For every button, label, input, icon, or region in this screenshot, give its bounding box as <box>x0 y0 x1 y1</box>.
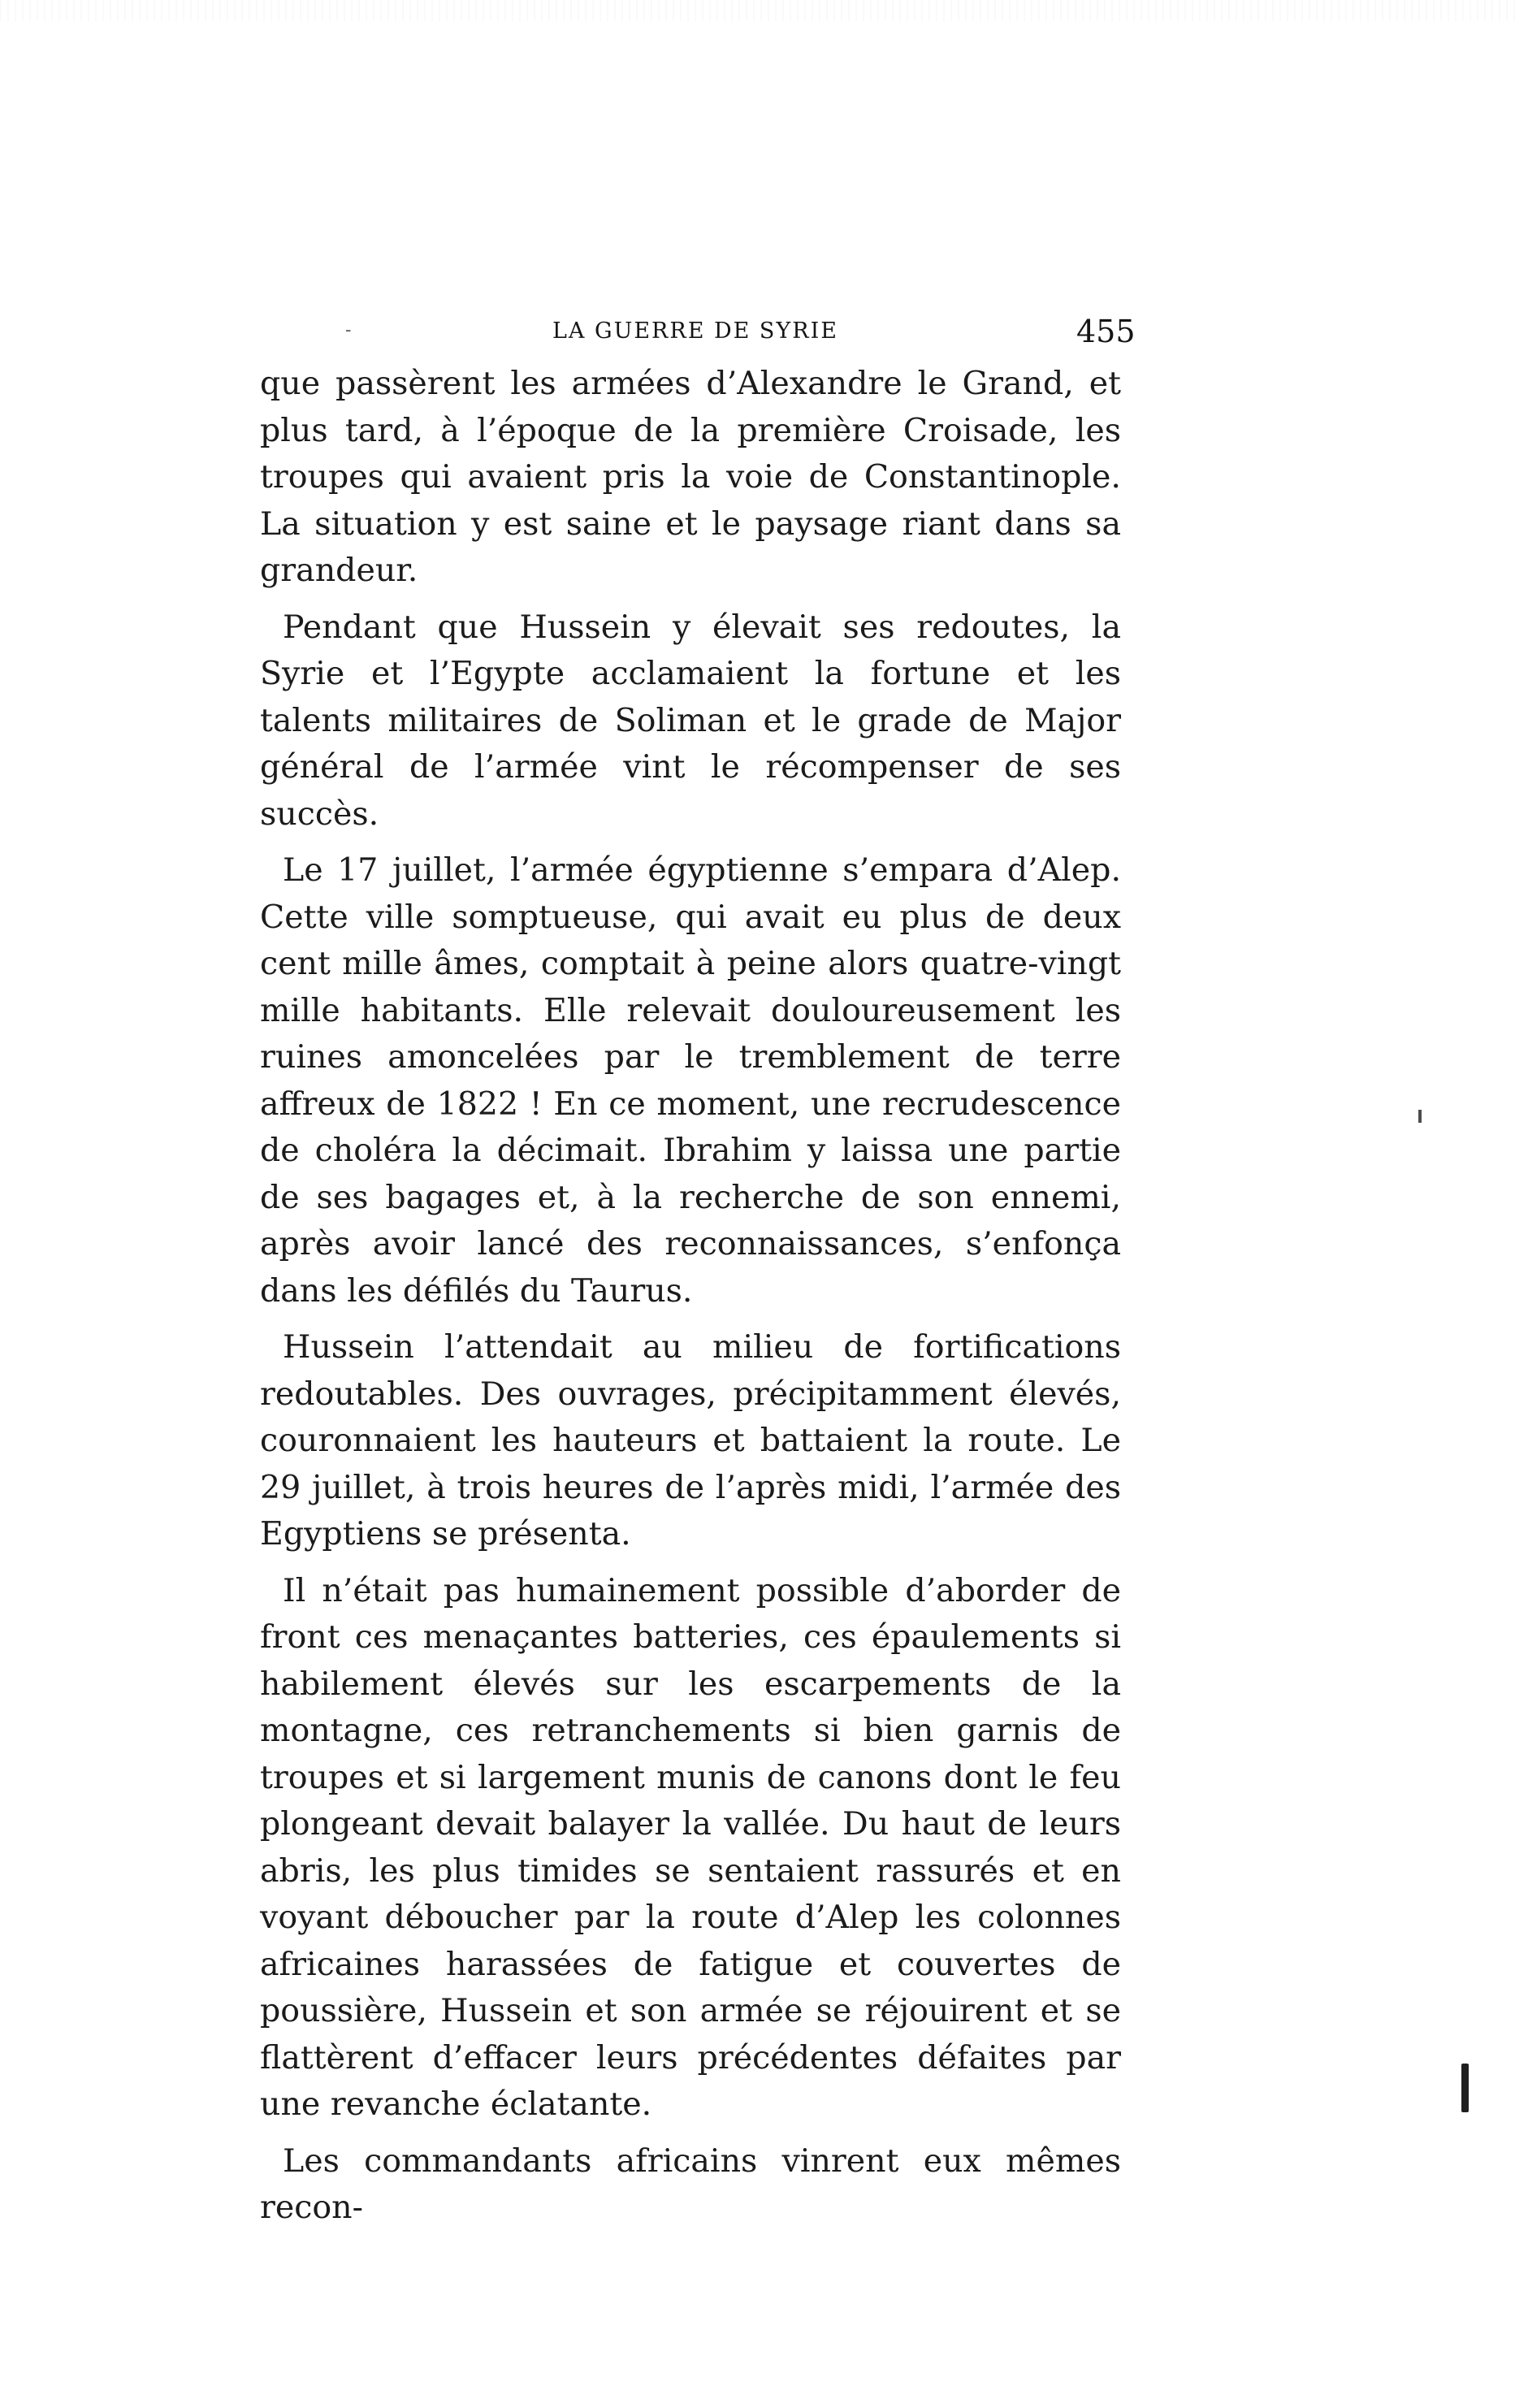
paragraph-6: Les commandants africains vinrent eux mêmes recon- <box>260 2142 1121 2226</box>
scan-mark <box>1418 1110 1422 1123</box>
running-header <box>345 314 1158 354</box>
header-mark: - <box>345 320 352 340</box>
body-text <box>260 361 1121 2241</box>
paragraph-5: Il n’était pas humainement possible d’aborder de front ces menaçantes batteries, ces épaulements si habilement élevés sur les escarpements de la montagne, ces retranchements si bien garnis de troupes et si largement munis de canons dont le feu plongeant devait balayer la vallée. Du haut de leurs abris, les plus timides se sentaient rassurés et en voyant déboucher par la route d’Alep les colonnes africaines harassées de fatigue et couvertes de poussière, Hussein et son armée se réjouirent et se flattèrent d’effacer leurs précédentes défaites par une revanche éclatante. <box>260 1571 1121 2123</box>
paragraph-2: Pendant que Hussein y élevait ses redoutes, la Syrie et l’Egypte acclamaient la fortune et les talents militaires de Soliman et le grade de Major général de l’armée vint le récompenser de ses succès. <box>260 608 1121 833</box>
paragraph-1: que passèrent les armées d’Alexandre le Grand, et plus tard, à l’époque de la première Croisade, les troupes qui avaient pris la voie de Constantinople. La situation y est saine et le paysage riant dans sa grandeur. <box>260 365 1121 589</box>
page-number: 455 <box>1076 314 1136 349</box>
scan-top-border <box>0 0 1515 21</box>
paragraph-4: Hussein l’attendait au milieu de fortifications redoutables. Des ouvrages, précipitamment élevés, couronnaient les hauteurs et battaient la route. Le 29 juillet, à trois heures de l’après midi, l’armée des Egyptiens se présenta. <box>260 1328 1121 1553</box>
chapter-title: LA GUERRE DE SYRIE <box>552 318 838 344</box>
paragraph-3: Le 17 juillet, l’armée égyptienne s’empara d’Alep. Cette ville somptueuse, qui avait eu plus de deux cent mille âmes, comptait à peine alors quatre-vingt mille habitants. Elle relevait douloureusement les ruines amoncelées par le tremblement de terre affreux de 1822 ! En ce moment, une recrudescence de choléra la décimait. Ibrahim y laissa une partie de ses bagages et, à la recherche de son ennemi, après avoir lancé des reconnaissances, s’enfonça dans les défilés du Taurus. <box>260 851 1121 1310</box>
page-edge-mark <box>1461 2064 1469 2112</box>
